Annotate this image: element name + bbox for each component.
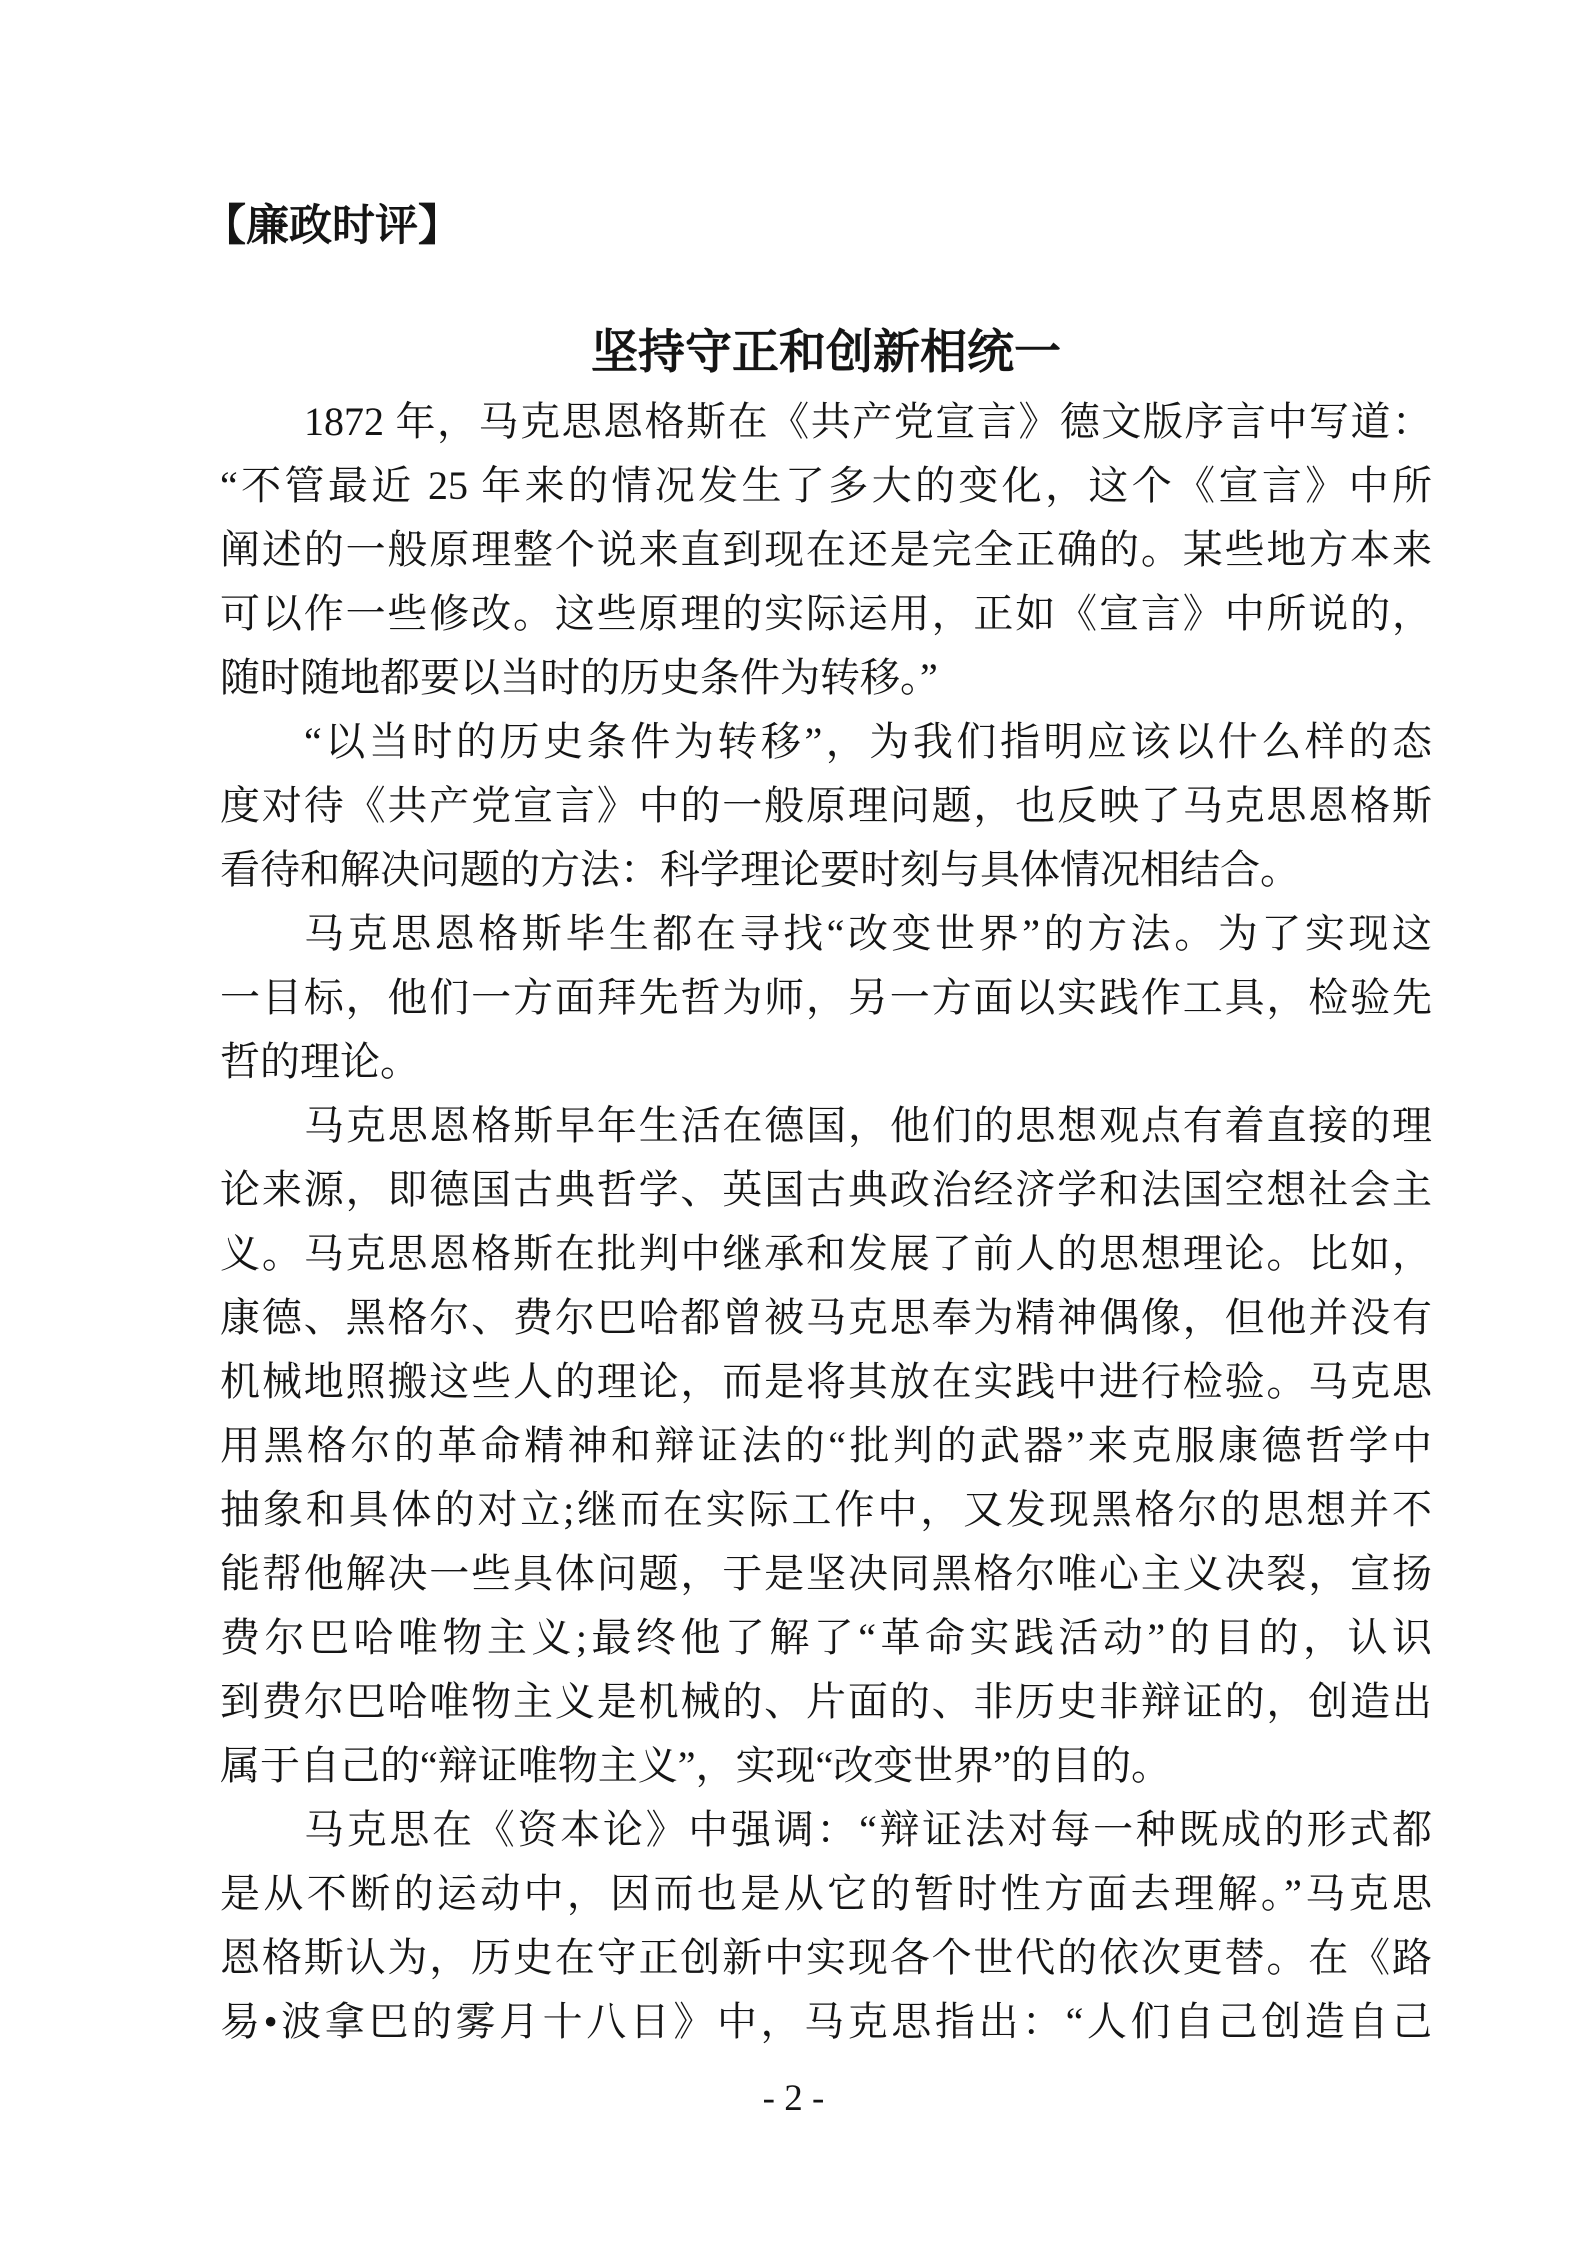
body-line: 马克思在《资本论》中强调：“辩证法对每一种既成的形式都 — [304, 1807, 1432, 1852]
body-line: 阐述的一般原理整个说来直到现在还是完全正确的。某些地方本来 — [220, 527, 1432, 572]
body-line: 能帮他解决一些具体问题，于是坚决同黑格尔唯心主义决裂，宣扬 — [220, 1551, 1432, 1596]
body-line: 马克思恩格斯早年生活在德国，他们的思想观点有着直接的理 — [304, 1103, 1432, 1148]
body-line: 抽象和具体的对立;继而在实际工作中，又发现黑格尔的思想并不 — [220, 1487, 1432, 1532]
body-line: 到费尔巴哈唯物主义是机械的、片面的、非历史非辩证的，创造出 — [220, 1679, 1432, 1724]
body-line: 一目标，他们一方面拜先哲为师，另一方面以实践作工具，检验先 — [220, 975, 1432, 1020]
body-line: 随时随地都要以当时的历史条件为转移。” — [220, 655, 938, 700]
section-label: 【廉政时评】 — [203, 203, 461, 250]
body-line: 是从不断的运动中，因而也是从它的暂时性方面去理解。”马克思 — [220, 1871, 1432, 1916]
body-line: 康德、黑格尔、费尔巴哈都曾被马克思奉为精神偶像，但他并没有 — [220, 1295, 1432, 1340]
body-line: 机械地照搬这些人的理论，而是将其放在实践中进行检验。马克思 — [220, 1359, 1432, 1404]
body-line: “不管最近 25 年来的情况发生了多大的变化，这个《宣言》中所 — [220, 463, 1432, 508]
body-line: 用黑格尔的革命精神和辩证法的“批判的武器”来克服康德哲学中 — [220, 1423, 1432, 1468]
body-line: 度对待《共产党宣言》中的一般原理问题，也反映了马克思恩格斯 — [220, 783, 1432, 828]
page-number: - 2 - — [762, 2078, 825, 2119]
document-body — [220, 390, 1432, 2054]
body-line: 可以作一些修改。这些原理的实际运用，正如《宣言》中所说的， — [220, 591, 1432, 636]
body-line: 易•波拿巴的雾月十八日》中，马克思指出：“人们自己创造自己 — [220, 1999, 1432, 2044]
body-line: 马克思恩格斯毕生都在寻找“改变世界”的方法。为了实现这 — [304, 911, 1432, 956]
body-line: 恩格斯认为，历史在守正创新中实现各个世代的依次更替。在《路 — [220, 1935, 1432, 1980]
body-line: 属于自己的“辩证唯物主义”，实现“改变世界”的目的。 — [220, 1743, 1172, 1788]
body-line: 论来源，即德国古典哲学、英国古典政治经济学和法国空想社会主 — [220, 1167, 1432, 1212]
body-line: 看待和解决问题的方法：科学理论要时刻与具体情况相结合。 — [220, 847, 1300, 892]
body-line: “以当时的历史条件为转移”，为我们指明应该以什么样的态 — [304, 719, 1432, 764]
body-line: 哲的理论。 — [220, 1039, 420, 1084]
page-title: 坚持守正和创新相统一 — [591, 327, 1061, 379]
body-line: 义。马克思恩格斯在批判中继承和发展了前人的思想理论。比如， — [220, 1231, 1432, 1276]
body-line: 1872 年，马克思恩格斯在《共产党宣言》德文版序言中写道： — [304, 399, 1432, 444]
body-line: 费尔巴哈唯物主义;最终他了解了“革命实践活动”的目的，认识 — [220, 1615, 1432, 1660]
